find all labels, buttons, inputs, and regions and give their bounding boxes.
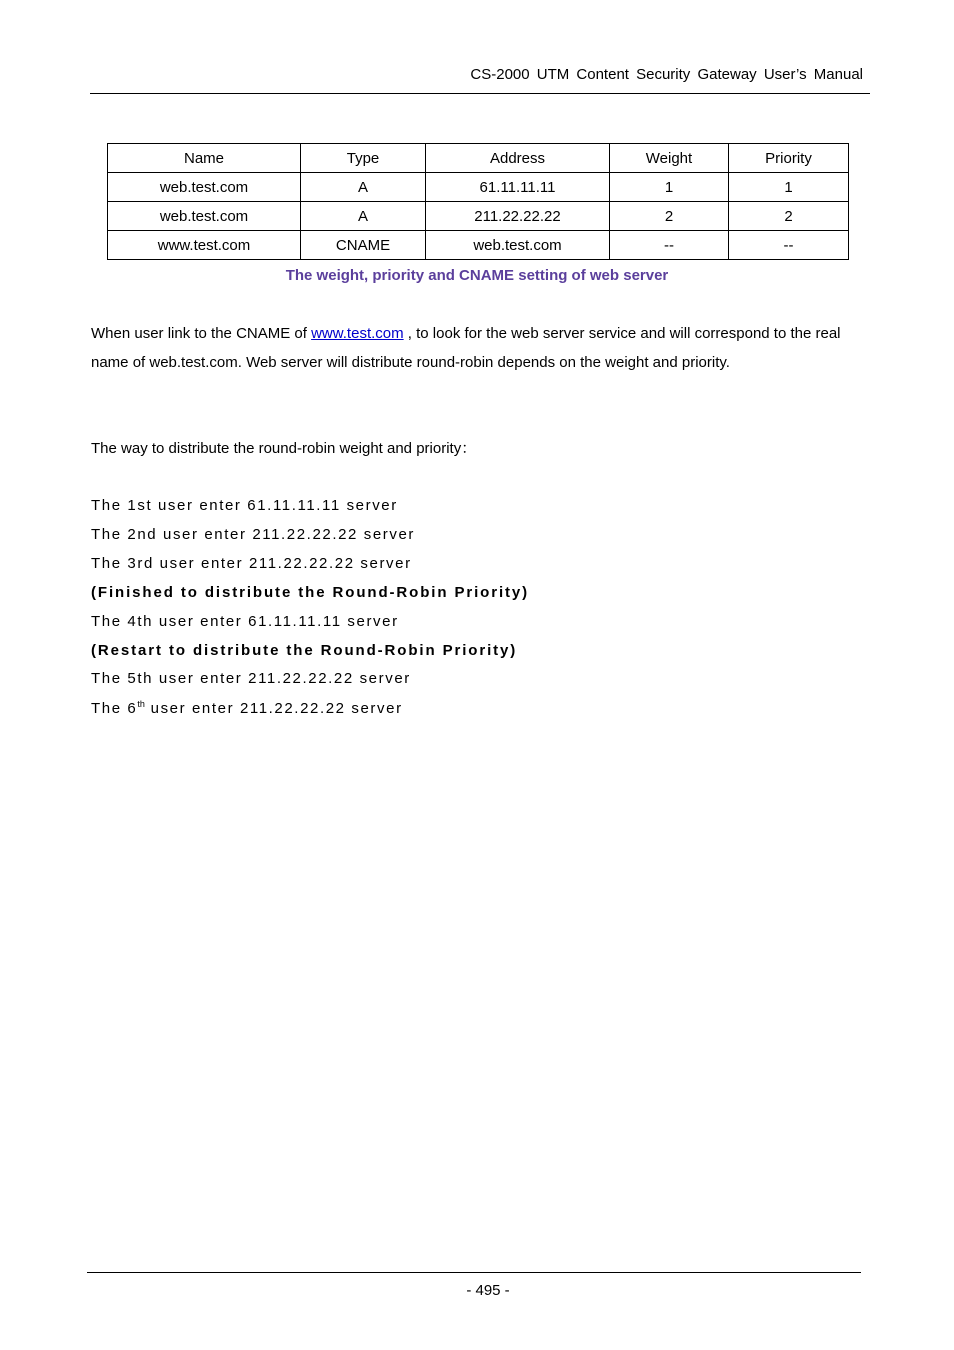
table-header-row <box>108 144 849 173</box>
step-line <box>91 699 403 717</box>
table-cell: web.test.com <box>426 231 610 260</box>
footer-divider <box>87 1272 861 1273</box>
table-cell: www.test.com <box>108 231 301 260</box>
step-note: (Finished to distribute the Round-Robin Priority) <box>91 584 530 601</box>
page-number: - 495 - <box>466 1282 510 1299</box>
table-row <box>108 202 849 231</box>
header-divider <box>90 93 870 94</box>
paragraph-text: When user link to the CNAME of <box>91 325 312 342</box>
table-cell: 211.22.22.22 <box>426 202 610 231</box>
column-header-address: Address <box>426 144 610 173</box>
table-cell: 61.11.11.11 <box>426 173 610 202</box>
column-header-weight: Weight <box>610 144 729 173</box>
step-line: The 4th user enter 61.11.11.11 server <box>91 613 399 630</box>
step-text: user enter 211.22.22.22 server <box>144 700 403 717</box>
column-header-type: Type <box>301 144 426 173</box>
table-cell: 2 <box>610 202 729 231</box>
cname-paragraph <box>91 319 871 377</box>
table-cell: A <box>301 202 426 231</box>
step-line: The 3rd user enter 211.22.22.22 server <box>91 555 412 572</box>
table-cell: CNAME <box>301 231 426 260</box>
column-header-name: Name <box>108 144 301 173</box>
table-cell: -- <box>729 231 849 260</box>
step-text: The 6 <box>91 700 138 717</box>
table-cell: A <box>301 173 426 202</box>
paragraph-text: , to look for the web server service and will correspond to the real name of web.test.com. Web server will distribute round-robin depends on the weight and priority. <box>91 325 841 371</box>
dns-records-table <box>107 143 849 260</box>
step-line: The 1st user enter 61.11.11.11 server <box>91 497 398 514</box>
ordinal-suffix: th <box>137 699 145 709</box>
distribution-intro: The way to distribute the round-robin weight and priority： <box>91 440 477 457</box>
column-header-priority: Priority <box>729 144 849 173</box>
www-test-link[interactable]: www.test.com <box>311 325 404 342</box>
table-cell: web.test.com <box>108 173 301 202</box>
table-cell: -- <box>610 231 729 260</box>
table-cell: 2 <box>729 202 849 231</box>
table-cell: web.test.com <box>108 202 301 231</box>
step-line: The 5th user enter 211.22.22.22 server <box>91 670 411 687</box>
step-note: (Restart to distribute the Round-Robin Priority) <box>91 642 518 659</box>
table-row <box>108 173 849 202</box>
table-cell: 1 <box>729 173 849 202</box>
table-row <box>108 231 849 260</box>
step-line: The 2nd user enter 211.22.22.22 server <box>91 526 416 543</box>
header-title: CS-2000 UTM Content Security Gateway User’s Manual <box>470 66 863 83</box>
table-caption: The weight, priority and CNAME setting of web server <box>285 267 669 284</box>
table-cell: 1 <box>610 173 729 202</box>
